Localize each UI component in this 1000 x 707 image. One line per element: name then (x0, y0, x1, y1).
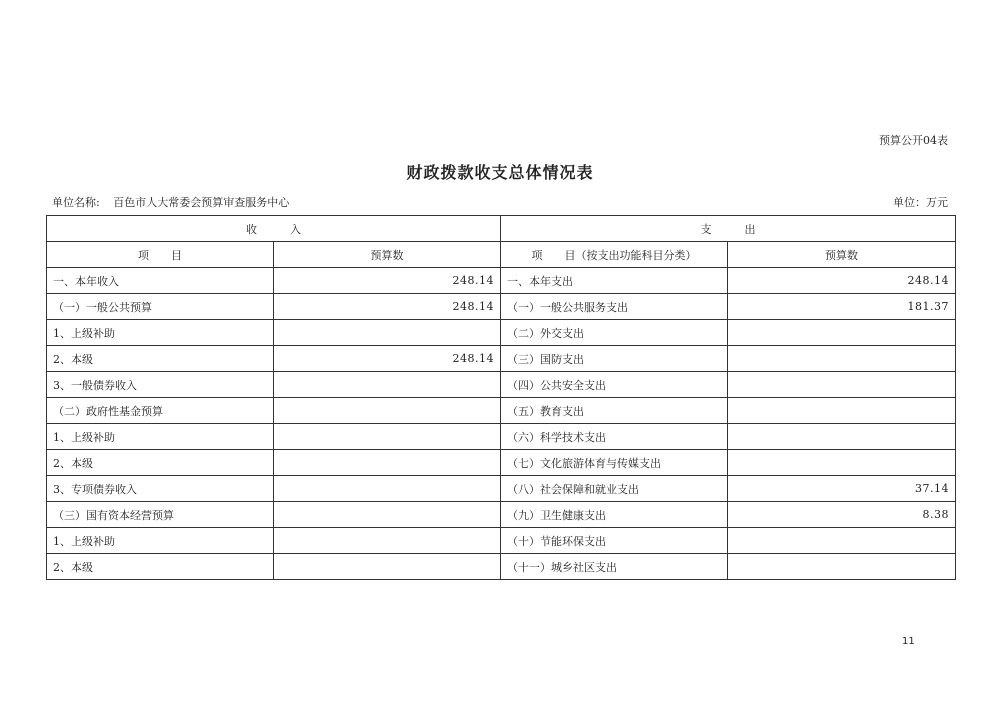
table-row (47, 372, 956, 398)
cell-income-amount: 248.14 (274, 268, 501, 294)
table-row (47, 268, 956, 294)
cell-expense-item: （七）文化旅游体育与传媒支出 (501, 450, 728, 476)
table-row (47, 554, 956, 580)
cell-expense-amount: 8.38 (728, 502, 956, 528)
cell-income-item: （二）政府性基金预算 (47, 398, 274, 424)
cell-income-amount (274, 554, 501, 580)
cell-expense-item: （十一）城乡社区支出 (501, 554, 728, 580)
cell-income-item: 1、上级补助 (47, 424, 274, 450)
cell-expense-item: （一）一般公共服务支出 (501, 294, 728, 320)
cell-expense-item: （四）公共安全支出 (501, 372, 728, 398)
unit-name-group (52, 194, 289, 210)
budget-table (46, 215, 956, 580)
cell-expense-amount (728, 346, 956, 372)
unit-name: 百色市人大常委会预算审查服务中心 (113, 196, 290, 209)
table-row (47, 320, 956, 346)
cell-expense-item: （二）外交支出 (501, 320, 728, 346)
money-unit: 单位：万元 (893, 196, 948, 209)
cell-income-item: （三）国有资本经营预算 (47, 502, 274, 528)
section-header-row (47, 216, 956, 242)
col-header-expense-item: 项 目（按支出功能科目分类） (501, 242, 728, 268)
table-row (47, 502, 956, 528)
cell-expense-item: （十）节能环保支出 (501, 528, 728, 554)
cell-expense-amount (728, 450, 956, 476)
cell-expense-item: （八）社会保障和就业支出 (501, 476, 728, 502)
col-header-income-item: 项 目 (47, 242, 274, 268)
cell-expense-item: （六）科学技术支出 (501, 424, 728, 450)
column-header-row (47, 242, 956, 268)
unit-info-row (52, 194, 948, 210)
cell-income-amount: 248.14 (274, 346, 501, 372)
table-row (47, 476, 956, 502)
cell-income-item: 2、本级 (47, 450, 274, 476)
cell-expense-item: （三）国防支出 (501, 346, 728, 372)
cell-income-amount (274, 398, 501, 424)
table-row (47, 346, 956, 372)
cell-income-item: 3、一般债券收入 (47, 372, 274, 398)
table-row (47, 424, 956, 450)
cell-expense-amount: 248.14 (728, 268, 956, 294)
cell-income-amount: 248.14 (274, 294, 501, 320)
cell-income-item: 2、本级 (47, 554, 274, 580)
cell-expense-amount (728, 554, 956, 580)
cell-expense-item: 一、本年支出 (501, 268, 728, 294)
cell-income-item: 3、专项债券收入 (47, 476, 274, 502)
cell-expense-amount: 37.14 (728, 476, 956, 502)
cell-income-item: 1、上级补助 (47, 528, 274, 554)
cell-income-amount (274, 476, 501, 502)
table-row (47, 450, 956, 476)
cell-income-item: 一、本年收入 (47, 268, 274, 294)
cell-expense-amount (728, 424, 956, 450)
table-row (47, 528, 956, 554)
cell-income-item: 1、上级补助 (47, 320, 274, 346)
cell-expense-amount (728, 320, 956, 346)
section-expense: 支 出 (501, 216, 956, 242)
page-number: 11 (902, 636, 915, 647)
form-code: 预算公开04表 (879, 134, 948, 147)
cell-income-amount (274, 502, 501, 528)
table-row (47, 294, 956, 320)
cell-income-amount (274, 372, 501, 398)
cell-expense-amount: 181.37 (728, 294, 956, 320)
cell-expense-item: （五）教育支出 (501, 398, 728, 424)
cell-income-amount (274, 528, 501, 554)
cell-income-amount (274, 320, 501, 346)
cell-expense-item: （九）卫生健康支出 (501, 502, 728, 528)
col-header-income-amount: 预算数 (274, 242, 501, 268)
cell-income-item: （一）一般公共预算 (47, 294, 274, 320)
page-title: 财政拨款收支总体情况表 (406, 163, 594, 182)
col-header-expense-amount: 预算数 (728, 242, 956, 268)
cell-income-item: 2、本级 (47, 346, 274, 372)
unit-name-label: 单位名称: (52, 196, 100, 209)
section-income: 收 入 (47, 216, 501, 242)
cell-expense-amount (728, 372, 956, 398)
cell-income-amount (274, 450, 501, 476)
cell-expense-amount (728, 398, 956, 424)
cell-expense-amount (728, 528, 956, 554)
cell-income-amount (274, 424, 501, 450)
table-row (47, 398, 956, 424)
